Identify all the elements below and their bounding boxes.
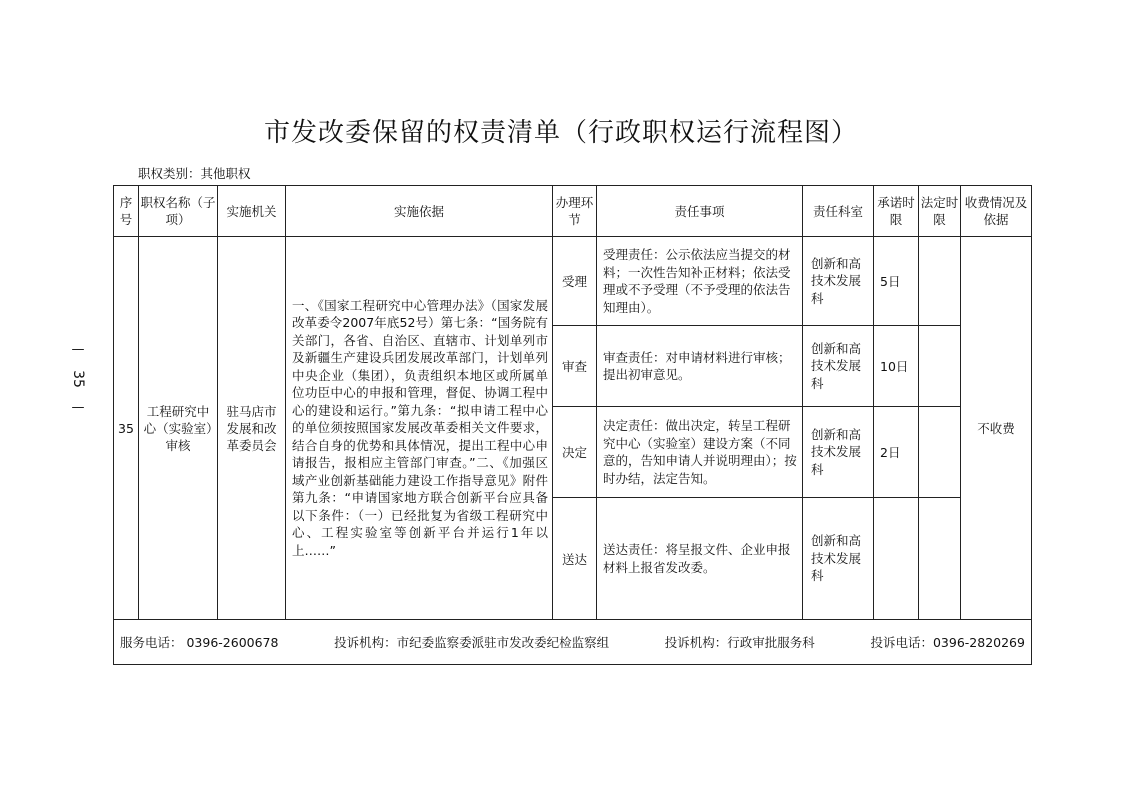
- department-accept: 创新和高技术发展科: [803, 237, 874, 326]
- promised-delivery: [874, 498, 919, 620]
- row-power-name: 工程研究中心（实验室）审核: [139, 237, 218, 620]
- statutory-review: [919, 326, 961, 407]
- header-responsibility: 责任事项: [597, 186, 803, 237]
- header-promised-time: 承诺时限: [874, 186, 919, 237]
- responsibility-accept: 受理责任：公示依法应当提交的材料；一次性告知补正材料；依法受理或不予受理（不予受理的依法告知理由）。: [597, 237, 803, 326]
- table-header-row: [114, 186, 1032, 237]
- responsibility-table: [113, 185, 1032, 665]
- page-dash-bottom: —: [71, 400, 85, 415]
- header-agency: 实施机关: [218, 186, 286, 237]
- header-department: 责任科室: [803, 186, 874, 237]
- header-fee: 收费情况及依据: [961, 186, 1032, 237]
- complaint-agency-approval: 投诉机构：行政审批服务科: [664, 635, 815, 650]
- complaint-phone: 投诉电话：0396-2820269: [870, 635, 1025, 650]
- row-fee: 不收费: [961, 237, 1032, 620]
- table-row: [114, 237, 1032, 326]
- complaint-agency-discipline: 投诉机构：市纪委监察委派驻市发改委纪检监察组: [334, 635, 610, 650]
- header-statutory-time: 法定时限: [919, 186, 961, 237]
- header-basis: 实施依据: [286, 186, 553, 237]
- row-seq: 35: [114, 237, 139, 620]
- header-power-name: 职权名称（子项）: [139, 186, 218, 237]
- page-number: 35: [70, 370, 86, 388]
- stage-review: 审查: [553, 326, 597, 407]
- statutory-decision: [919, 407, 961, 498]
- stage-decision: 决定: [553, 407, 597, 498]
- department-review: 创新和高技术发展科: [803, 326, 874, 407]
- department-decision: 创新和高技术发展科: [803, 407, 874, 498]
- responsibility-delivery: 送达责任：将呈报文件、企业申报材料上报省发改委。: [597, 498, 803, 620]
- row-agency: 驻马店市发展和改革委员会: [218, 237, 286, 620]
- promised-accept: 5日: [874, 237, 919, 326]
- page-dash-top: —: [71, 342, 85, 357]
- responsibility-review: 审查责任：对申请材料进行审核；提出初审意见。: [597, 326, 803, 407]
- stage-accept: 受理: [553, 237, 597, 326]
- header-seq: 序号: [114, 186, 139, 237]
- responsibility-decision: 决定责任：做出决定，转呈工程研究中心（实验室）建设方案（不同意的，告知申请人并说明理由）；按时办结，法定告知。: [597, 407, 803, 498]
- page-number-marker: [68, 340, 88, 418]
- power-category: 职权类别：其他职权: [138, 166, 251, 181]
- promised-review: 10日: [874, 326, 919, 407]
- service-phone: 服务电话： 0396-2600678: [120, 635, 279, 650]
- contact-footer: [114, 620, 1032, 665]
- promised-decision: 2日: [874, 407, 919, 498]
- statutory-accept: [919, 237, 961, 326]
- row-basis: 一、《国家工程研究中心管理办法》（国家发展改革委令2007年底52号）第七条：“国务院有关部门，各省、自治区、直辖市、计划单列市及新疆生产建设兵团发展改革部门，计划单列中央企业（集团），负责组织本地区或所属单位功臣中心的申报和管理，督促、协调工程中心的建设和运行。”第九条：“拟申请工程中心的单位须按照国家发展改革委相关文件要求，结合自身的优势和具体情况，提出工程中心申请报告，报相应主管部门审查。”二、《加强区域产业创新基础能力建设工作指导意见》附件第九条：“申请国家地方联合创新平台应具备以下条件：（一）已经批复为省级工程研究中心、工程实验室等创新平台并运行1年以上……”: [286, 237, 553, 620]
- document-title: 市发改委保留的权责清单（行政职权运行流程图）: [263, 118, 858, 148]
- statutory-delivery: [919, 498, 961, 620]
- department-delivery: 创新和高技术发展科: [803, 498, 874, 620]
- header-stage: 办理环节: [553, 186, 597, 237]
- table-footer-row: [114, 620, 1032, 665]
- stage-delivery: 送达: [553, 498, 597, 620]
